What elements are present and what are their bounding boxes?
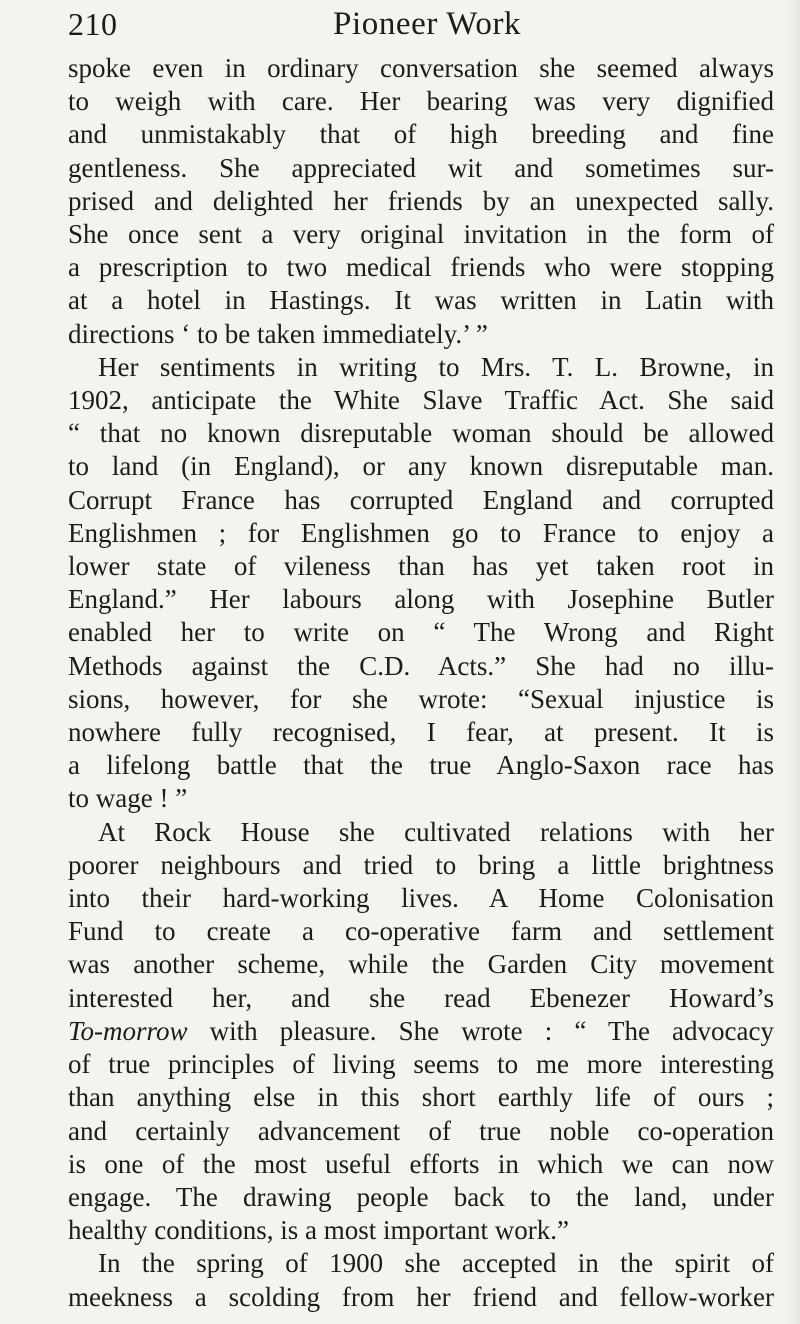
line-text: She once sent a very original invitation in the form of <box>68 219 774 250</box>
text-line <box>68 52 774 85</box>
text-line <box>68 915 774 948</box>
line-text: is one of the most useful efforts in which we can now <box>68 1148 774 1179</box>
text-line <box>68 251 774 284</box>
line-text: at a hotel in Hastings. It was written in Latin with <box>68 285 774 316</box>
line-text: healthy conditions, is a most important work.” <box>68 1215 569 1246</box>
running-title: Pioneer Work <box>333 6 522 42</box>
line-text: In the spring of 1900 she accepted in the spirit of <box>98 1248 774 1279</box>
line-text: of true principles of living seems to me more interesting <box>68 1049 774 1080</box>
line-text: Her sentiments in writing to Mrs. T. L. Browne, in <box>98 351 774 382</box>
text-line <box>68 650 774 683</box>
line-text: into their hard-working lives. A Home Colonisation <box>68 883 774 914</box>
line-text: was another scheme, while the Garden City movement <box>68 949 774 980</box>
text-line <box>68 948 774 981</box>
text-line <box>68 583 774 616</box>
line-text: meekness a scolding from her friend and fellow-worker <box>68 1281 774 1312</box>
text-line <box>68 1148 774 1181</box>
line-text: 1902, anticipate the White Slave Traffic Act. She said <box>68 385 774 416</box>
text-line <box>68 683 774 716</box>
text-line <box>68 782 774 815</box>
line-text: to wage ! ” <box>68 783 188 814</box>
text-line <box>68 218 774 251</box>
text-line <box>68 484 774 517</box>
page-header <box>68 4 768 48</box>
text-line <box>68 816 774 849</box>
line-text: lower state of vileness than has yet taken root in <box>68 551 774 582</box>
text-line <box>68 1115 774 1148</box>
text-line <box>68 1281 774 1314</box>
line-text: than anything else in this short earthly life of ours ; <box>68 1082 774 1113</box>
body-text <box>68 52 774 1314</box>
page-edge-shadow <box>786 0 800 1324</box>
line-text: prised and delighted her friends by an unexpected sally. <box>68 185 774 216</box>
text-line <box>68 1181 774 1214</box>
text-line <box>68 1081 774 1114</box>
line-text: “ that no known disreputable woman should be allowed <box>68 418 774 449</box>
line-text: with pleasure. She wrote : “ The advocacy <box>187 1015 774 1046</box>
line-text: Methods against the C.D. Acts.” She had no illu- <box>68 650 774 681</box>
line-text: England.” Her labours along with Josephine Butler <box>68 584 774 615</box>
text-line <box>68 1015 774 1048</box>
line-text: At Rock House she cultivated relations with her <box>98 816 774 847</box>
text-line <box>68 849 774 882</box>
line-text: and certainly advancement of true noble co-operation <box>68 1115 774 1146</box>
line-text: Corrupt France has corrupted England and corrupted <box>68 484 774 515</box>
text-line <box>68 616 774 649</box>
text-line <box>68 85 774 118</box>
line-text: engage. The drawing people back to the land, under <box>68 1181 774 1212</box>
line-text: to land (in England), or any known disreputable man. <box>68 451 774 482</box>
text-line <box>68 450 774 483</box>
text-line <box>68 1048 774 1081</box>
text-line <box>68 417 774 450</box>
text-line <box>68 152 774 185</box>
line-text: to weigh with care. Her bearing was very dignified <box>68 86 774 117</box>
text-line <box>68 351 774 384</box>
text-line <box>68 118 774 151</box>
text-line <box>68 716 774 749</box>
text-line <box>68 517 774 550</box>
text-line <box>68 1214 774 1247</box>
text-line <box>68 384 774 417</box>
line-text: a prescription to two medical friends who were stopping <box>68 252 774 283</box>
line-text: directions ‘ to be taken immediately.’ ” <box>68 318 488 349</box>
line-text: Englishmen ; for Englishmen go to France to enjoy a <box>68 517 774 548</box>
text-line <box>68 318 774 351</box>
text-line <box>68 882 774 915</box>
line-text: and unmistakably that of high breeding and fine <box>68 119 774 150</box>
line-text: Fund to create a co-operative farm and settlement <box>68 916 774 947</box>
line-text: interested her, and she read Ebenezer Howard’s <box>68 982 774 1013</box>
page-number: 210 <box>68 6 118 42</box>
text-line <box>68 185 774 218</box>
line-text: a lifelong battle that the true Anglo-Saxon race has <box>68 750 774 781</box>
line-text: nowhere fully recognised, I fear, at present. It is <box>68 717 774 748</box>
line-text: gentleness. She appreciated wit and sometimes sur- <box>68 152 774 183</box>
text-line <box>68 749 774 782</box>
book-title-italic: To-morrow <box>68 1015 188 1046</box>
line-text: enabled her to write on “ The Wrong and Right <box>68 617 774 648</box>
line-text: spoke even in ordinary conversation she seemed always <box>68 53 774 83</box>
line-text: sions, however, for she wrote: “Sexual injustice is <box>68 683 774 714</box>
line-text: poorer neighbours and tried to bring a little brightness <box>68 849 774 880</box>
text-line <box>68 284 774 317</box>
text-line <box>68 550 774 583</box>
text-line <box>68 1247 774 1280</box>
text-line <box>68 982 774 1015</box>
